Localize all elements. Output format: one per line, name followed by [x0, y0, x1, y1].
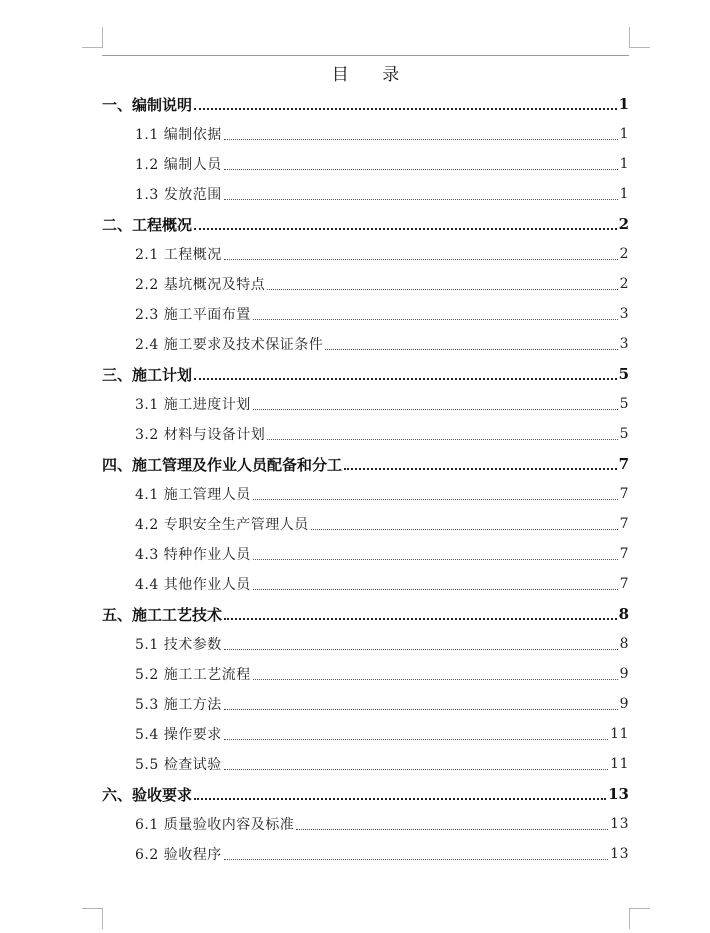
toc-dot-leader [253, 589, 618, 590]
toc-entry-label: 三、施工计划 [102, 365, 193, 384]
toc-dot-leader [253, 499, 618, 500]
toc-dot-leader [224, 139, 618, 140]
toc-section-entry[interactable] [102, 749, 629, 779]
toc-dot-leader [194, 108, 617, 110]
toc-section-entry[interactable] [102, 659, 629, 689]
toc-section-entry[interactable] [102, 269, 629, 299]
toc-section-entry[interactable] [102, 689, 629, 719]
toc-entry-label: 6.2 验收程序 [135, 847, 222, 863]
toc-section-entry[interactable] [102, 239, 629, 269]
toc-dot-leader [325, 349, 617, 350]
header-rule [102, 55, 629, 56]
toc-entry-label: 4.2 专职安全生产管理人员 [135, 517, 309, 533]
toc-chapter-entry[interactable] [102, 779, 629, 809]
toc-section-entry[interactable] [102, 809, 629, 839]
toc-dot-leader [253, 319, 618, 320]
toc-entry-page-number: 1 [619, 126, 629, 142]
toc-dot-leader [311, 529, 618, 530]
toc-section-entry[interactable] [102, 479, 629, 509]
toc-dot-leader [296, 829, 608, 830]
toc-entry-label: 五、施工工艺技术 [102, 605, 223, 624]
toc-entry-label: 5.5 检查试验 [135, 757, 222, 773]
toc-entry-label: 5.4 操作要求 [135, 727, 222, 743]
toc-entry-page-number: 1 [618, 95, 629, 113]
toc-entry-page-number: 7 [619, 486, 629, 502]
toc-dot-leader [253, 409, 618, 410]
toc-chapter-entry[interactable] [102, 89, 629, 119]
toc-entry-label: 5.2 施工工艺流程 [135, 667, 251, 683]
toc-entry-label: 四、施工管理及作业人员配备和分工 [102, 455, 343, 474]
toc-entry-label: 3.2 材料与设备计划 [135, 427, 266, 443]
toc-entry-page-number: 8 [619, 636, 629, 652]
toc-entry-page-number: 7 [618, 455, 629, 473]
toc-section-entry[interactable] [102, 119, 629, 149]
crop-mark-top-left [82, 27, 103, 48]
toc-entry-label: 1.2 编制人员 [135, 157, 222, 173]
crop-mark-bottom-right [629, 908, 650, 929]
toc-entry-page-number: 5 [618, 365, 629, 383]
toc-section-entry[interactable] [102, 299, 629, 329]
toc-section-entry[interactable] [102, 839, 629, 869]
toc-dot-leader [194, 798, 606, 800]
toc-section-entry[interactable] [102, 569, 629, 599]
toc-entry-label: 六、验收要求 [102, 785, 193, 804]
toc-dot-leader [224, 649, 618, 650]
toc-section-entry[interactable] [102, 149, 629, 179]
toc-chapter-entry[interactable] [102, 209, 629, 239]
toc-dot-leader [253, 679, 618, 680]
toc-section-entry[interactable] [102, 629, 629, 659]
toc-dot-leader [253, 559, 618, 560]
toc-entry-page-number: 5 [619, 426, 629, 442]
toc-dot-leader [224, 259, 618, 260]
toc-section-entry[interactable] [102, 719, 629, 749]
toc-entry-page-number: 5 [619, 396, 629, 412]
toc-entry-page-number: 7 [619, 516, 629, 532]
toc-dot-leader [224, 769, 608, 770]
toc-dot-leader [194, 378, 617, 380]
toc-entry-page-number: 7 [619, 576, 629, 592]
toc-dot-leader [344, 468, 617, 470]
toc-chapter-entry[interactable] [102, 449, 629, 479]
toc-entry-label: 4.3 特种作业人员 [135, 547, 251, 563]
toc-entry-label: 2.1 工程概况 [135, 247, 222, 263]
toc-dot-leader [224, 859, 608, 860]
toc-entry-label: 6.1 质量验收内容及标准 [135, 817, 295, 833]
toc-entry-label: 一、编制说明 [102, 95, 193, 114]
toc-entry-page-number: 13 [610, 816, 629, 832]
toc-entry-label: 2.3 施工平面布置 [135, 307, 251, 323]
toc-entry-page-number: 11 [610, 726, 629, 742]
toc-entry-page-number: 2 [619, 246, 629, 262]
toc-entry-page-number: 13 [608, 785, 629, 803]
toc-dot-leader [194, 228, 617, 230]
crop-mark-bottom-left [82, 908, 103, 929]
toc-entry-label: 1.3 发放范围 [135, 187, 222, 203]
toc-entry-page-number: 9 [619, 696, 629, 712]
toc-dot-leader [224, 739, 608, 740]
toc-entry-page-number: 7 [619, 546, 629, 562]
toc-entry-label: 2.2 基坑概况及特点 [135, 277, 266, 293]
table-of-contents [102, 89, 629, 869]
toc-section-entry[interactable] [102, 539, 629, 569]
toc-entry-page-number: 3 [619, 336, 629, 352]
toc-entry-label: 二、工程概况 [102, 215, 193, 234]
toc-entry-page-number: 11 [610, 756, 629, 772]
toc-dot-leader [224, 618, 617, 620]
toc-entry-label: 5.3 施工方法 [135, 697, 222, 713]
toc-entry-page-number: 13 [610, 846, 629, 862]
toc-dot-leader [224, 199, 618, 200]
toc-section-entry[interactable] [102, 329, 629, 359]
toc-entry-page-number: 1 [619, 186, 629, 202]
toc-entry-label: 4.1 施工管理人员 [135, 487, 251, 503]
toc-entry-label: 5.1 技术参数 [135, 637, 222, 653]
toc-entry-page-number: 8 [618, 605, 629, 623]
toc-dot-leader [267, 439, 617, 440]
toc-dot-leader [267, 289, 617, 290]
toc-entry-page-number: 9 [619, 666, 629, 682]
toc-dot-leader [224, 169, 618, 170]
crop-mark-top-right [629, 27, 650, 48]
toc-entry-label: 1.1 编制依据 [135, 127, 222, 143]
toc-entry-label: 2.4 施工要求及技术保证条件 [135, 337, 324, 353]
toc-entry-label: 3.1 施工进度计划 [135, 397, 251, 413]
toc-entry-label: 4.4 其他作业人员 [135, 577, 251, 593]
toc-chapter-entry[interactable] [102, 359, 629, 389]
toc-section-entry[interactable] [102, 509, 629, 539]
toc-section-entry[interactable] [102, 419, 629, 449]
toc-entry-page-number: 2 [618, 215, 629, 233]
toc-entry-page-number: 3 [619, 306, 629, 322]
toc-section-entry[interactable] [102, 179, 629, 209]
toc-section-entry[interactable] [102, 389, 629, 419]
toc-title: 目 录 [331, 65, 414, 85]
toc-dot-leader [224, 709, 618, 710]
toc-entry-page-number: 1 [619, 156, 629, 172]
toc-entry-page-number: 2 [619, 276, 629, 292]
toc-chapter-entry[interactable] [102, 599, 629, 629]
